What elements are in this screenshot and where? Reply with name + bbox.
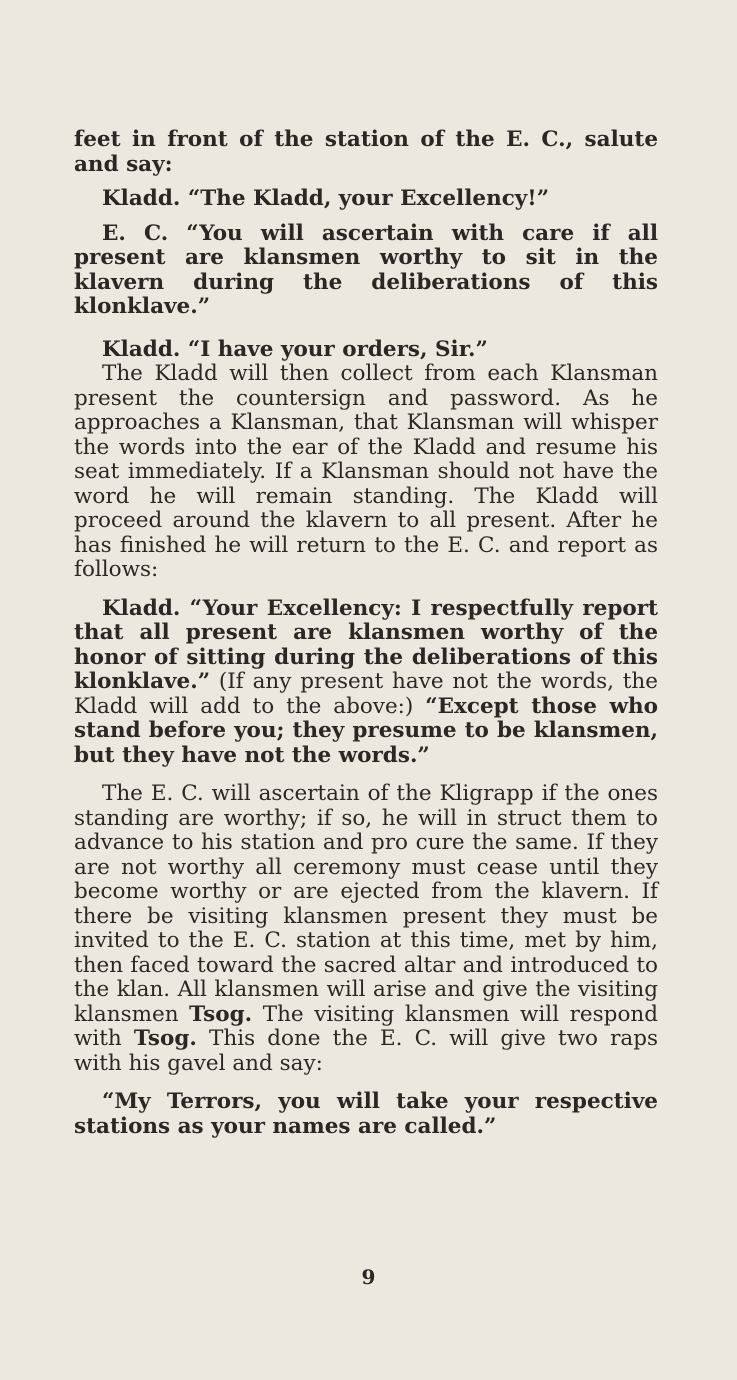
ec-command: E. C. “You will ascertain with care if all present are klansmen worthy to sit in the klavern during the deliberations of this klonklave.” [74,220,658,319]
terrors-command: “My Terrors, you will take your respective stations as your names are called.” [74,1089,658,1139]
kladd-report-paragraph [74,597,658,769]
response-text: The visiting klansmen will respond with [74,1001,658,1051]
instruction-paragraph: The Kladd will then collect from each Klansman present the countersign and password. As he approaches a Klansman, that Klansman will whisper the words into the ear of the Kladd and resume his seat immediately. If a Klansman should not have the word he will remain standing. The Kladd will proceed around the klavern to all present. After he has finished he will return to the E. C. and report as follows: [74,361,658,582]
kligrapp-paragraph [74,782,658,1076]
kladd-report-exception: “Except those who stand before you; they presume to be klansmen, but they have not the words.” [74,693,658,768]
kladd-acknowledgement: Kladd. “I have your orders, Sir.” [102,336,488,362]
kladd-report-note: (If any present have not the words, the Kladd will add to the above:) [74,669,659,719]
kladd-report: Kladd. “Your Excellency: I respectfully report that all present are klansmen worthy of the honor of sitting during the deliberations of this klonklave.” [74,595,658,694]
sign-word-2: Tsog. [133,1026,197,1051]
body-text [74,128,658,1139]
kladd-reply: Kladd. “The Kladd, your Excellency!” [102,186,550,211]
raps-text: This done the E. C. will give two raps with his gavel and say: [74,1026,658,1076]
kligrapp-text: The E. C. will ascertain of the Kligrapp if the ones standing are worthy; if so, he will in struct them to advance to his station and pro cure the same. If they are not worthy all ceremony must cease until they become worthy or are ejected from the klavern. If there be visiting klansmen present they must be invited to the E. C. station at this time, met by him, then faced toward the sacred altar and introduced to the klan. All klansmen will arise and give the visiting klansmen [74,781,658,1027]
page-number: 9 [361,1265,376,1289]
sign-word-1: Tsog. [189,1001,253,1027]
paragraph-opening: feet in front of the station of the E. C., salute and say: [74,127,658,177]
